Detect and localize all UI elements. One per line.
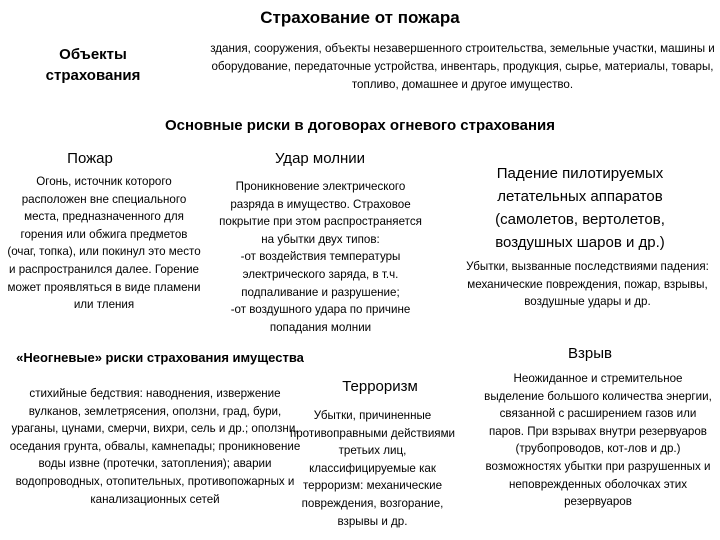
- explosion-text: Неожиданное и стремительное выделение большого количества энергии, связанной с расширением газов или паров. При взрывах внутри резервуаров (трубопроводов, кот-лов и др.) возможностях убытки при разрушенных и неповрежденных оболочках этих резервуаров: [484, 372, 712, 509]
- nonfire-text: стихийные бедствия: наводнения, извержение вулканов, землетрясения, оползни, град, бури, ураганы, цунами, смерчи, вихри, сель и др.; оползни, оседания грунта, обвалы, камнепады; проникновение воды извне (протечки, затопления); аварии водопроводных, отопительных, противопожарных и канализационных сетей: [9, 387, 301, 506]
- aircraft-text: Убытки, вызванные последствиями падения: механические повреждения, пожар, взрывы, воздушные удары и др.: [466, 260, 709, 309]
- explosion-title: Взрыв: [568, 345, 612, 362]
- lightning-title: Удар молнии: [274, 150, 366, 167]
- nonfire-title: «Неогневые» риски страхования имущества: [16, 350, 304, 365]
- objects-text: здания, сооружения, объекты незавершенного строительства, земельные участки, машины и оборудование, передаточные устройства, инвентарь, продукция, сырье, материалы, товары, топливо, домашнее и другое имущество.: [210, 42, 715, 91]
- aircraft-title: Падение пилотируемых летательных аппаратов (самолетов, вертолетов, воздушных шаров и др.): [495, 165, 665, 251]
- fire-text: Огонь, источник которого расположен вне специального места, предназначенного для горения или обжига предметов (очаг, топка), или покинул это место и распространился далее. Горение может проявляться в виде пламени или тления: [7, 175, 201, 312]
- terrorism-title: Терроризм: [342, 378, 418, 395]
- terrorism-text: Убытки, причиненные противоправными действиями третьих лиц, классифицируемые как терроризм: механические повреждения, возгорание, взрывы и др.: [289, 409, 456, 528]
- page-title: Страхование от пожара: [260, 8, 460, 27]
- objects-label: Объекты страхования: [45, 46, 141, 84]
- risks-heading: Основные риски в договорах огневого страхования: [164, 117, 556, 134]
- lightning-text: Проникновение электрического разряда в имущество. Страховое покрытие при этом распространяется на убытки двух типов: -от воздействия температуры электрического заряда, в т.ч. подпаливание и разрушение; -от воздушного удара по причине попадания молнии: [219, 180, 422, 334]
- fire-title: Пожар: [67, 150, 113, 167]
